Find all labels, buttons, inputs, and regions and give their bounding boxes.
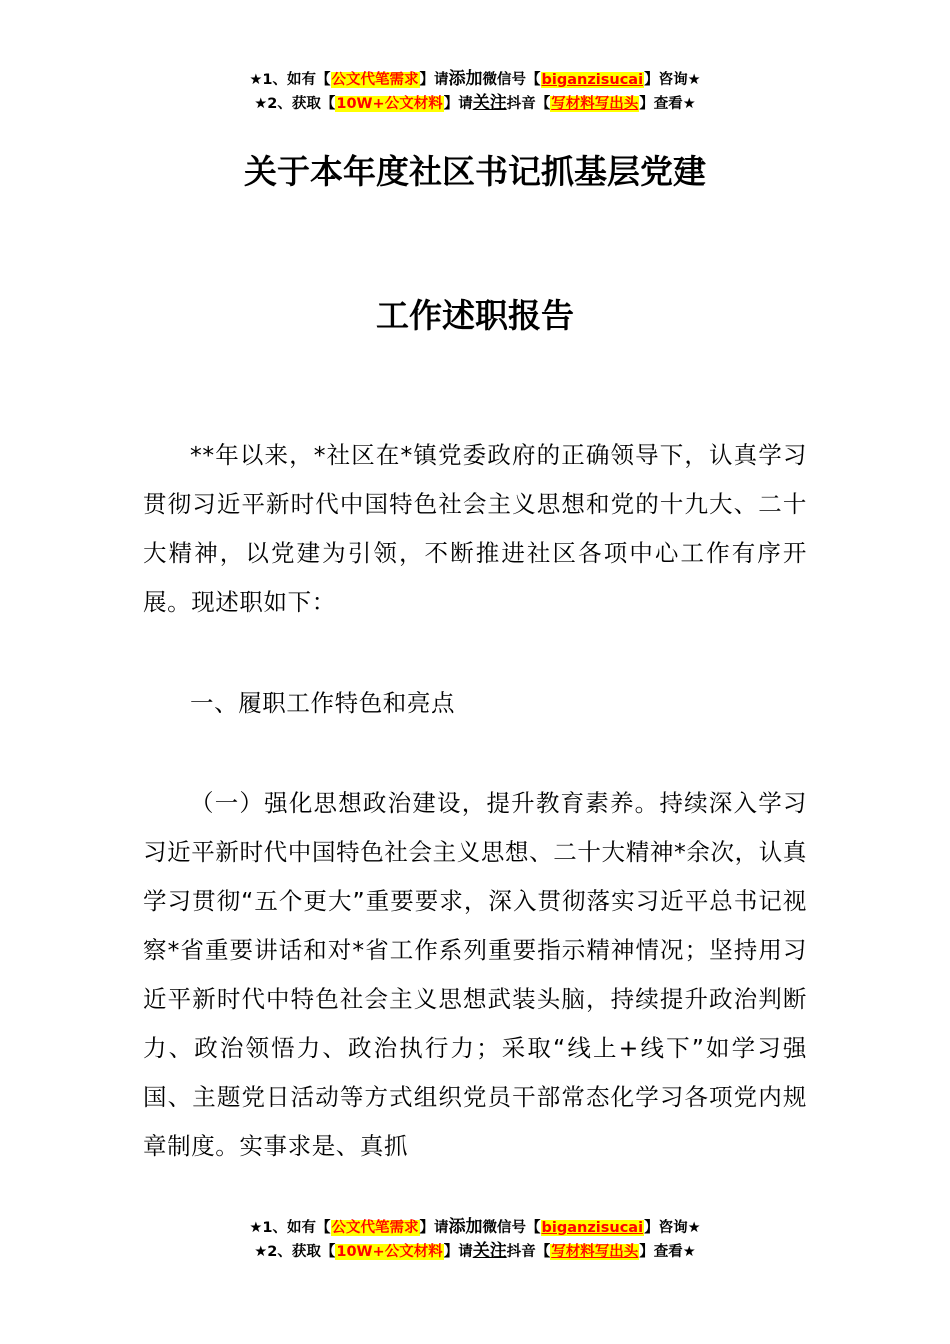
banner-text: 】请 — [443, 96, 473, 112]
banner-line-1 — [0, 68, 950, 92]
banner-highlight-materials: 10W+公文材料 — [336, 96, 443, 112]
douyin-account-link[interactable]: 写材料写出头 — [551, 96, 639, 112]
header-banner — [0, 68, 950, 116]
document-title-line-2: 工作述职报告 — [376, 296, 574, 335]
banner-text: 微信号【 — [482, 72, 541, 88]
banner-text: ★1、如有【 — [249, 72, 331, 88]
document-title-line-1: 关于本年度社区书记抓基层党建 — [244, 152, 706, 191]
banner-text: 】咨询★ — [644, 72, 701, 88]
douyin-account-link[interactable]: 写材料写出头 — [551, 1244, 639, 1260]
banner-emphasis: 关注 — [472, 93, 507, 113]
banner-text: 】查看★ — [639, 96, 696, 112]
banner-line-1 — [0, 1216, 950, 1240]
banner-text: 抖音【 — [506, 1244, 551, 1260]
banner-highlight-service: 公文代笔需求 — [331, 1220, 419, 1236]
banner-text: 】请 — [419, 72, 449, 88]
body-paragraph: （一）强化思想政治建设，提升教育素养。持续深入学习习近平新时代中国特色社会主义思想、二十大精神*余次，认真学习贯彻“五个更大”重要要求，深入贯彻落实习近平总书记视察*省重要讲话和对*省工作系列重要指示精神情况；坚持用习近平新时代中特色社会主义思想武装头脑，持续提升政治判断力、政治领悟力、政治执行力；采取“线上+线下”如学习强国、主题党日活动等方式组织党员干部常态化学习各项党内规章制度。实事求是、真抓 — [143, 789, 807, 1160]
banner-text: ★2、获取【 — [254, 96, 336, 112]
wechat-id-link[interactable]: biganzisucai — [541, 72, 644, 88]
wechat-id-link[interactable]: biganzisucai — [541, 1220, 644, 1236]
banner-text: 】请 — [443, 1244, 473, 1260]
banner-text: ★2、获取【 — [254, 1244, 336, 1260]
section-heading: 一、履职工作特色和亮点 — [190, 689, 456, 717]
banner-text: 】请 — [419, 1220, 449, 1236]
banner-line-2 — [0, 92, 950, 116]
footer-banner — [0, 1216, 950, 1264]
banner-emphasis: 添加 — [448, 69, 483, 89]
banner-emphasis: 添加 — [448, 1217, 483, 1237]
banner-line-2 — [0, 1240, 950, 1264]
banner-highlight-materials: 10W+公文材料 — [336, 1244, 443, 1260]
banner-text: 抖音【 — [506, 96, 551, 112]
banner-text: 】查看★ — [639, 1244, 696, 1260]
banner-emphasis: 关注 — [472, 1241, 507, 1261]
banner-text: 微信号【 — [482, 1220, 541, 1236]
banner-text: ★1、如有【 — [249, 1220, 331, 1236]
banner-highlight-service: 公文代笔需求 — [331, 72, 419, 88]
intro-paragraph: **年以来，*社区在*镇党委政府的正确领导下，认真学习贯彻习近平新时代中国特色社会主义思想和党的十九大、二十大精神，以党建为引领，不断推进社区各项中心工作有序开展。现述职如下： — [143, 441, 807, 616]
banner-text: 】咨询★ — [644, 1220, 701, 1236]
